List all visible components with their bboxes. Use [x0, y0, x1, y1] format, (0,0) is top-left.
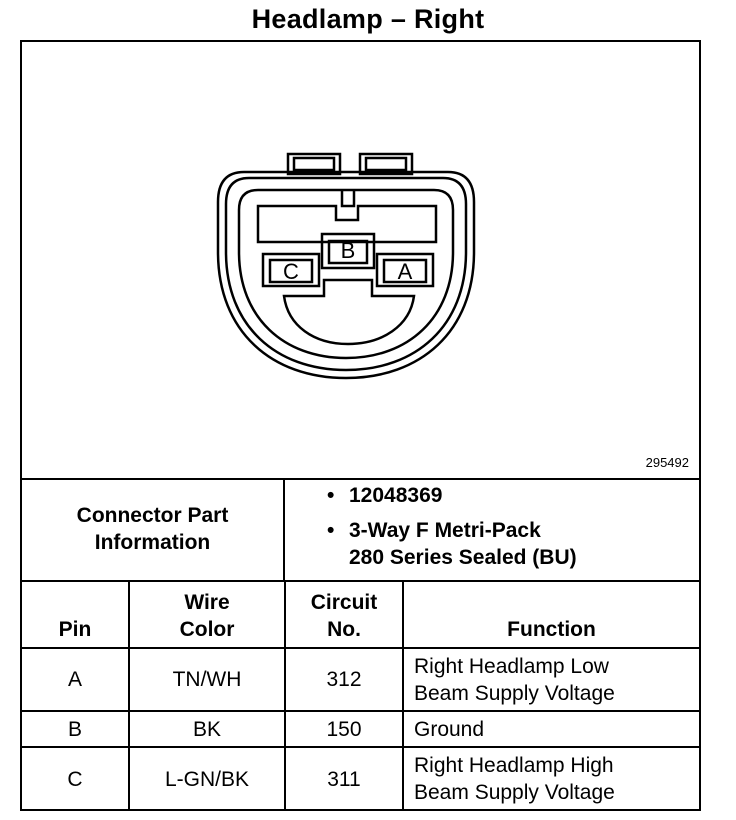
- connector-type-item: [285, 517, 699, 571]
- header-circuit-line2: No.: [327, 618, 361, 641]
- row-c-function: [403, 747, 699, 810]
- row-a-function-line1: Right Headlamp Low: [414, 654, 609, 678]
- part-info-list: [285, 482, 699, 579]
- header-function: [403, 580, 699, 648]
- row-c-pin: C: [22, 747, 129, 810]
- header-function-text: Function: [507, 618, 596, 641]
- header-wire-color: [129, 580, 285, 648]
- connector-sheet: [20, 40, 701, 811]
- figure-number: 295492: [645, 455, 689, 470]
- part-number: • 12048369: [349, 484, 443, 507]
- part-number-item: [285, 482, 699, 509]
- pinout-table: [22, 580, 699, 810]
- table-header-row: [22, 580, 699, 648]
- pin-c-label: C: [283, 259, 299, 284]
- header-pin-text: Pin: [58, 618, 92, 641]
- pin-b-label: B: [340, 238, 356, 263]
- part-info-label-line2: Information: [94, 531, 211, 554]
- table-row: [22, 711, 699, 747]
- header-wire-line2: Color: [179, 618, 235, 641]
- part-info-row: [22, 478, 699, 582]
- table-row: [22, 747, 699, 810]
- row-b-circuit: 150: [285, 711, 403, 747]
- part-info-label-line1: Connector Part: [76, 504, 229, 527]
- connector-type-line1: • 3-Way F Metri-Pack: [349, 519, 541, 542]
- pin-a-label: A: [397, 259, 413, 284]
- header-circuit: [285, 580, 403, 648]
- connector-type-line2: 280 Series Sealed (BU): [349, 546, 577, 569]
- part-info-label: [22, 478, 285, 580]
- table-row: [22, 648, 699, 711]
- header-circuit-line1: Circuit: [310, 591, 378, 614]
- page-title: Headlamp – Right: [251, 4, 485, 34]
- row-c-function-line2: Beam Supply Voltage: [414, 781, 615, 804]
- row-c-circuit: 311: [285, 747, 403, 810]
- row-c-wire: L-GN/BK: [129, 747, 285, 810]
- row-a-circuit: 312: [285, 648, 403, 711]
- row-b-function-line1: Ground: [414, 717, 485, 741]
- row-a-wire: TN/WH: [129, 648, 285, 711]
- connector-face-drawing: [22, 42, 699, 478]
- row-c-function-line1: Right Headlamp High: [414, 754, 614, 777]
- row-a-function: [403, 648, 699, 711]
- header-pin: [22, 580, 129, 648]
- row-b-function: [403, 711, 699, 747]
- header-wire-line1: Wire: [184, 591, 230, 614]
- row-a-pin: A: [22, 648, 129, 711]
- row-a-function-line2: Beam Supply Voltage: [414, 681, 615, 705]
- connector-diagram: [22, 42, 699, 480]
- row-b-pin: B: [22, 711, 129, 747]
- row-b-wire: BK: [129, 711, 285, 747]
